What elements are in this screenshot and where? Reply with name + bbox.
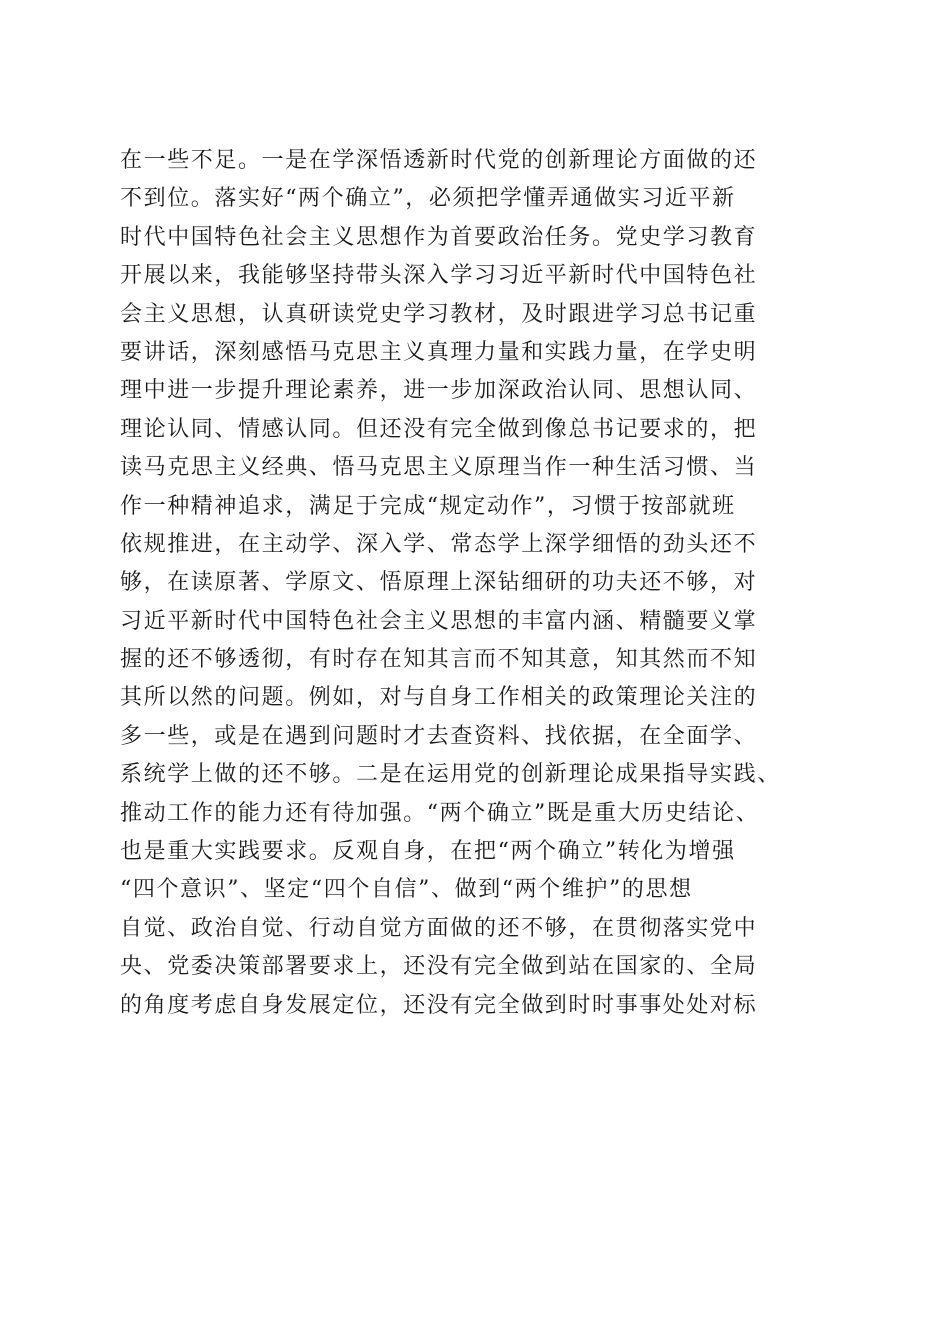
text-line: 握的还不够透彻，有时存在知其言而不知其意，知其然而不知 (120, 647, 758, 673)
text-line: 推动工作的能力还有待加强。“两个确立”既是重大历史结论、 (120, 800, 760, 826)
body-paragraph (120, 142, 840, 1025)
text-line: 习近平新时代中国特色社会主义思想的丰富内涵、精髓要义掌 (120, 608, 758, 634)
text-line: 理论认同、情感认同。但还没有完全做到像总书记要求的，把 (120, 416, 758, 442)
text-line: 不到位。落实好“两个确立”，必须把学懂弄通做实习近平新 (120, 186, 736, 212)
text-line: 自觉、政治自觉、行动自觉方面做的还不够，在贯彻落实党中 (120, 915, 758, 941)
text-line: 读马克思主义经典、悟马克思主义原理当作一种生活习惯、当 (120, 455, 758, 481)
text-line: 时代中国特色社会主义思想作为首要政治任务。党史学习教育 (120, 224, 758, 250)
text-line: 理中进一步提升理论素养，进一步加深政治认同、思想认同、 (120, 378, 758, 404)
text-line: 在一些不足。一是在学深悟透新时代党的创新理论方面做的还 (120, 148, 758, 173)
text-line: 作一种精神追求，满足于完成“规定动作”，习惯于按部就班 (120, 493, 736, 519)
text-line: 开展以来，我能够坚持带头深入学习习近平新时代中国特色社 (120, 263, 758, 289)
text-line: 要讲话，深刻感悟马克思主义真理力量和实践力量，在学史明 (120, 339, 758, 365)
text-line: 系统学上做的还不够。二是在运用党的创新理论成果指导实践、 (120, 762, 781, 788)
text-line: 也是重大实践要求。反观自身，在把“两个确立”转化为增强 (120, 839, 736, 865)
text-line: 多一些，或是在遇到问题时才去查资料、找依据，在全面学、 (120, 723, 758, 749)
text-line: 够，在读原著、学原文、悟原理上深钻细研的功夫还不够，对 (120, 570, 758, 596)
text-line: 依规推进，在主动学、深入学、常态学上深学细悟的劲头还不 (120, 531, 758, 557)
text-line: “四个意识”、坚定“四个自信”、做到“两个维护”的思想 (120, 877, 693, 903)
text-line: 会主义思想，认真研读党史学习教材，及时跟进学习总书记重 (120, 301, 758, 327)
text-line: 的角度考虑自身发展定位，还没有完全做到时时事事处处对标 (120, 992, 758, 1018)
text-line: 其所以然的问题。例如，对与自身工作相关的政策理论关注的 (120, 685, 758, 711)
text-line: 央、党委决策部署要求上，还没有完全做到站在国家的、全局 (120, 954, 758, 980)
